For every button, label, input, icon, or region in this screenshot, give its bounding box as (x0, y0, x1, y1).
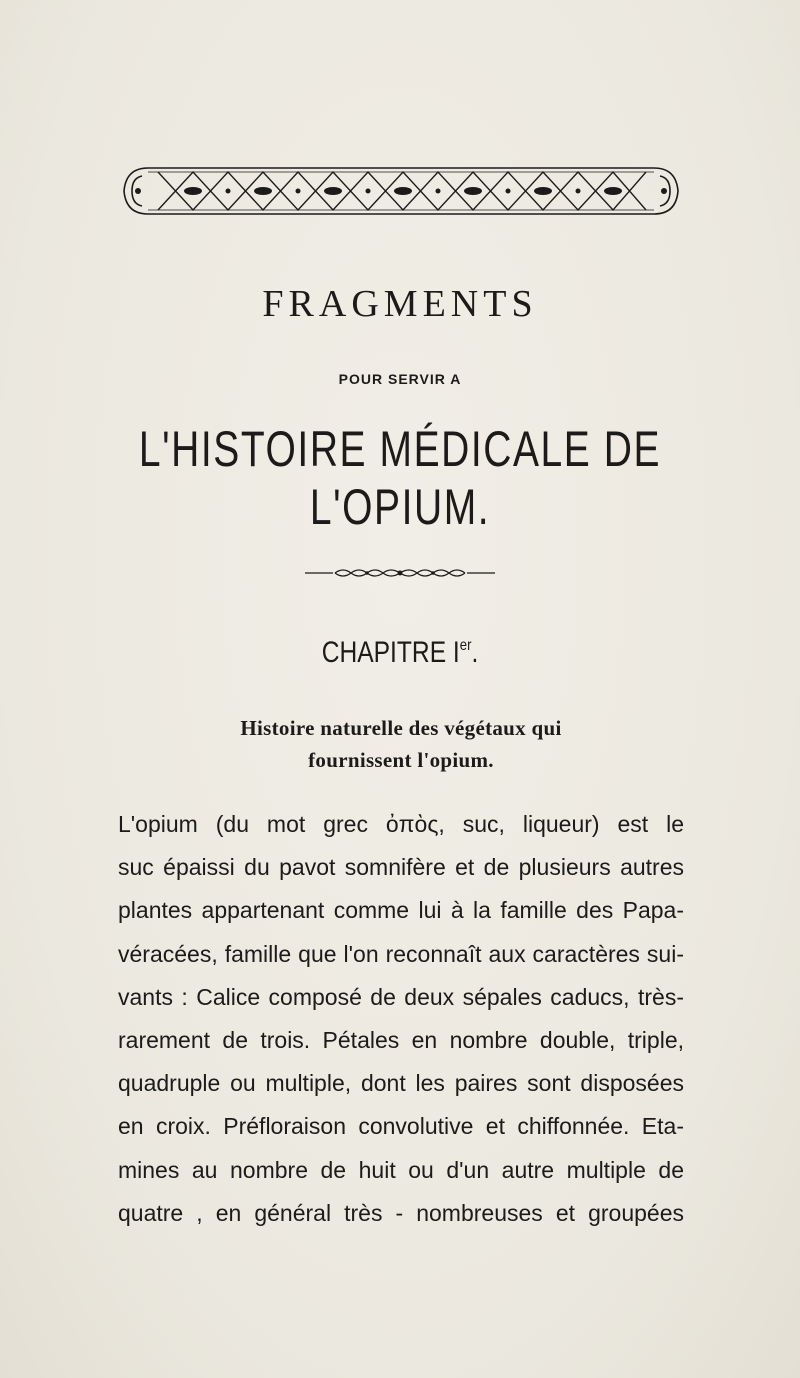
body-line: en croix. Préfloraison convolutive et chiffonnée. Eta- (118, 1113, 684, 1140)
body-line: véracées, famille que l'on reconnaît aux caractères sui- (118, 940, 684, 967)
body-line: suc épaissi du pavot somnifère et de plusieurs autres (118, 854, 684, 881)
section-heading (118, 712, 684, 776)
body-paragraph (118, 803, 684, 1235)
page-subtitle: POUR SERVIR A (338, 371, 462, 387)
chapter-label: CHAPITRE I (321, 636, 460, 669)
decorative-band-icon (118, 160, 684, 222)
chapter-superscript: er (459, 637, 472, 654)
chapter-heading (72, 636, 728, 670)
chapter-suffix: . (471, 636, 479, 669)
body-line: quatre , en général très - nombreuses et groupées (118, 1199, 684, 1226)
body-line: rarement de trois. Pétales en nombre double, triple, (118, 1027, 684, 1054)
main-heading: L'HISTOIRE MÉDICALE DE L'OPIUM. (138, 421, 662, 535)
body-line: L'opium (du mot grec ὀπὸς, suc, liqueur) est le (118, 811, 684, 837)
section-heading-line: fournissent l'opium. (308, 748, 494, 772)
page-title: FRAGMENTS (262, 283, 538, 325)
body-line: quadruple ou multiple, dont les paires sont disposées (118, 1070, 684, 1097)
body-line: plantes appartenant comme lui à la famille des Papa- (118, 897, 684, 924)
body-line: vants : Calice composé de deux sépales caducs, très- (118, 983, 684, 1010)
decorative-divider-icon (305, 565, 495, 581)
section-heading-line: Histoire naturelle des végétaux qui (240, 716, 562, 740)
body-line: mines au nombre de huit ou d'un autre multiple de (118, 1156, 684, 1183)
